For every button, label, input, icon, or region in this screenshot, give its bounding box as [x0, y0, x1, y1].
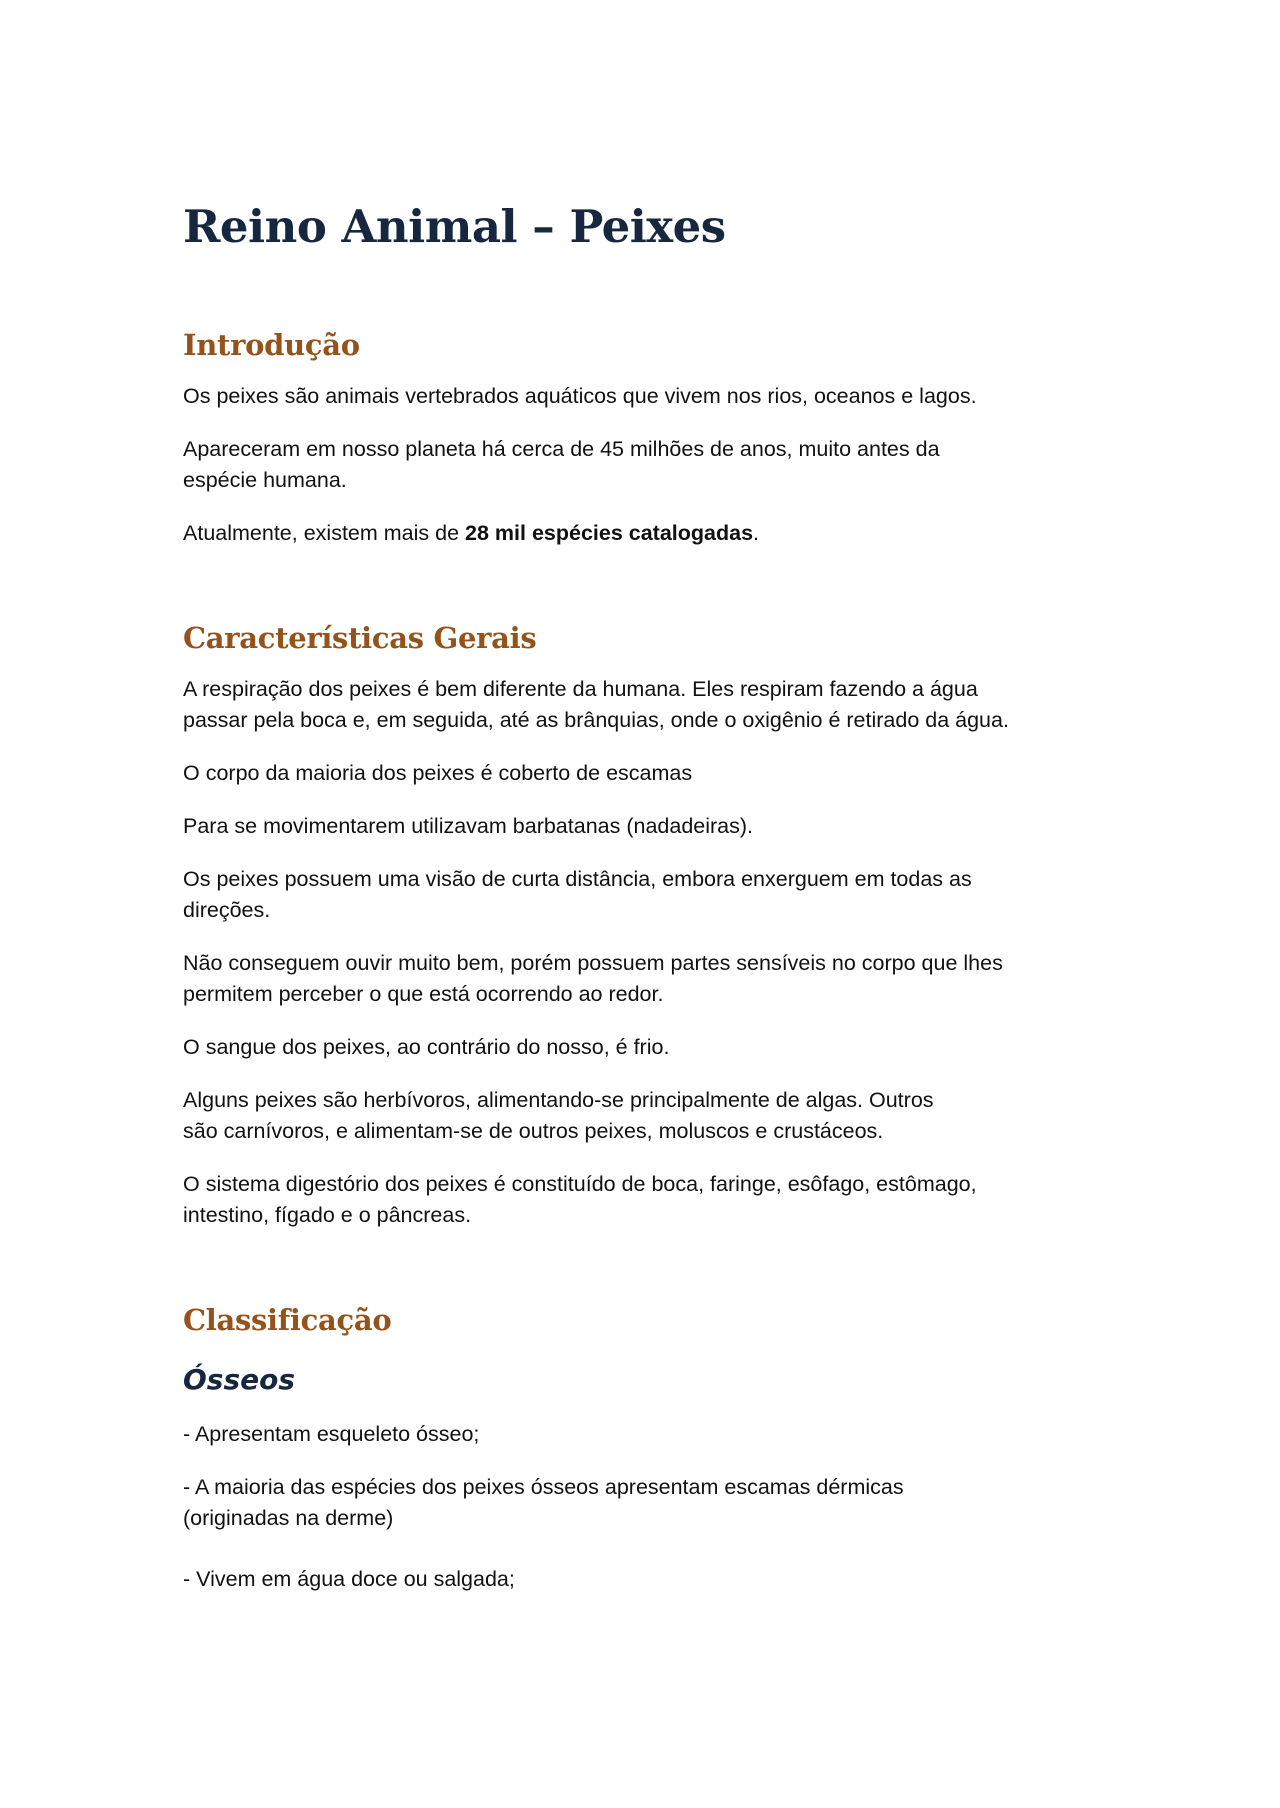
document-title: Reino Animal – Peixes: [183, 200, 726, 253]
caracteristicas-paragraph-1: [183, 674, 1103, 736]
heading-caracteristicas-gerais: Características Gerais: [183, 620, 537, 655]
intro-paragraph-2: [183, 434, 1103, 496]
caracteristicas-paragraph-7-line-2: são carnívoros, e alimentam-se de outros peixes, moluscos e crustáceos.: [183, 1118, 884, 1143]
intro-paragraph-3-prefix: Atualmente, existem mais de: [183, 520, 466, 545]
intro-paragraph-3: [183, 518, 1103, 549]
osseos-item-2: [183, 1472, 1103, 1534]
caracteristicas-paragraph-3: Para se movimentarem utilizavam barbatanas (nadadeiras).: [183, 813, 754, 838]
osseos-item-3: - Vivem em água doce ou salgada;: [183, 1566, 515, 1591]
caracteristicas-paragraph-6: O sangue dos peixes, ao contrário do nosso, é frio.: [183, 1034, 670, 1059]
caracteristicas-paragraph-4: [183, 864, 1103, 926]
caracteristicas-paragraph-4-line-1: Os peixes possuem uma visão de curta distância, embora enxerguem em todas as: [183, 866, 972, 891]
heading-introducao: Introdução: [183, 328, 360, 362]
subheading-osseos: Ósseos: [183, 1363, 296, 1397]
osseos-item-2-line-1: - A maioria das espécies dos peixes ósseos apresentam escamas dérmicas: [183, 1474, 904, 1499]
caracteristicas-paragraph-5-line-1: Não conseguem ouvir muito bem, porém possuem partes sensíveis no corpo que lhes: [183, 950, 1003, 975]
caracteristicas-paragraph-1-line-1: A respiração dos peixes é bem diferente da humana. Eles respiram fazendo a água: [183, 676, 978, 701]
intro-paragraph-3-suffix: .: [753, 520, 760, 545]
caracteristicas-paragraph-1-line-2: passar pela boca e, em seguida, até as brânquias, onde o oxigênio é retirado da água.: [183, 707, 1009, 732]
caracteristicas-paragraph-8-line-2: intestino, fígado e o pâncreas.: [183, 1202, 472, 1227]
caracteristicas-paragraph-7-line-1: Alguns peixes são herbívoros, alimentando-se principalmente de algas. Outros: [183, 1087, 934, 1112]
caracteristicas-paragraph-8-line-1: O sistema digestório dos peixes é constituído de boca, faringe, esôfago, estômago,: [183, 1171, 977, 1196]
heading-classificacao: Classificação: [183, 1302, 392, 1337]
intro-paragraph-3-bold: 28 mil espécies catalogadas: [465, 520, 754, 545]
caracteristicas-paragraph-4-line-2: direções.: [183, 897, 271, 922]
caracteristicas-paragraph-7: [183, 1085, 1103, 1147]
osseos-item-1: - Apresentam esqueleto ósseo;: [183, 1421, 480, 1446]
intro-paragraph-2-line-1: Apareceram em nosso planeta há cerca de 45 milhões de anos, muito antes da: [183, 436, 940, 461]
caracteristicas-paragraph-5-line-2: permitem perceber o que está ocorrendo ao redor.: [183, 981, 664, 1006]
osseos-item-2-line-2: (originadas na derme): [183, 1505, 394, 1530]
caracteristicas-paragraph-2: O corpo da maioria dos peixes é coberto de escamas: [183, 760, 693, 785]
intro-paragraph-1: Os peixes são animais vertebrados aquáticos que vivem nos rios, oceanos e lagos.: [183, 383, 977, 408]
caracteristicas-paragraph-8: [183, 1169, 1103, 1231]
document-body: [183, 200, 1103, 1595]
caracteristicas-paragraph-5: [183, 948, 1103, 1010]
intro-paragraph-2-line-2: espécie humana.: [183, 467, 347, 492]
